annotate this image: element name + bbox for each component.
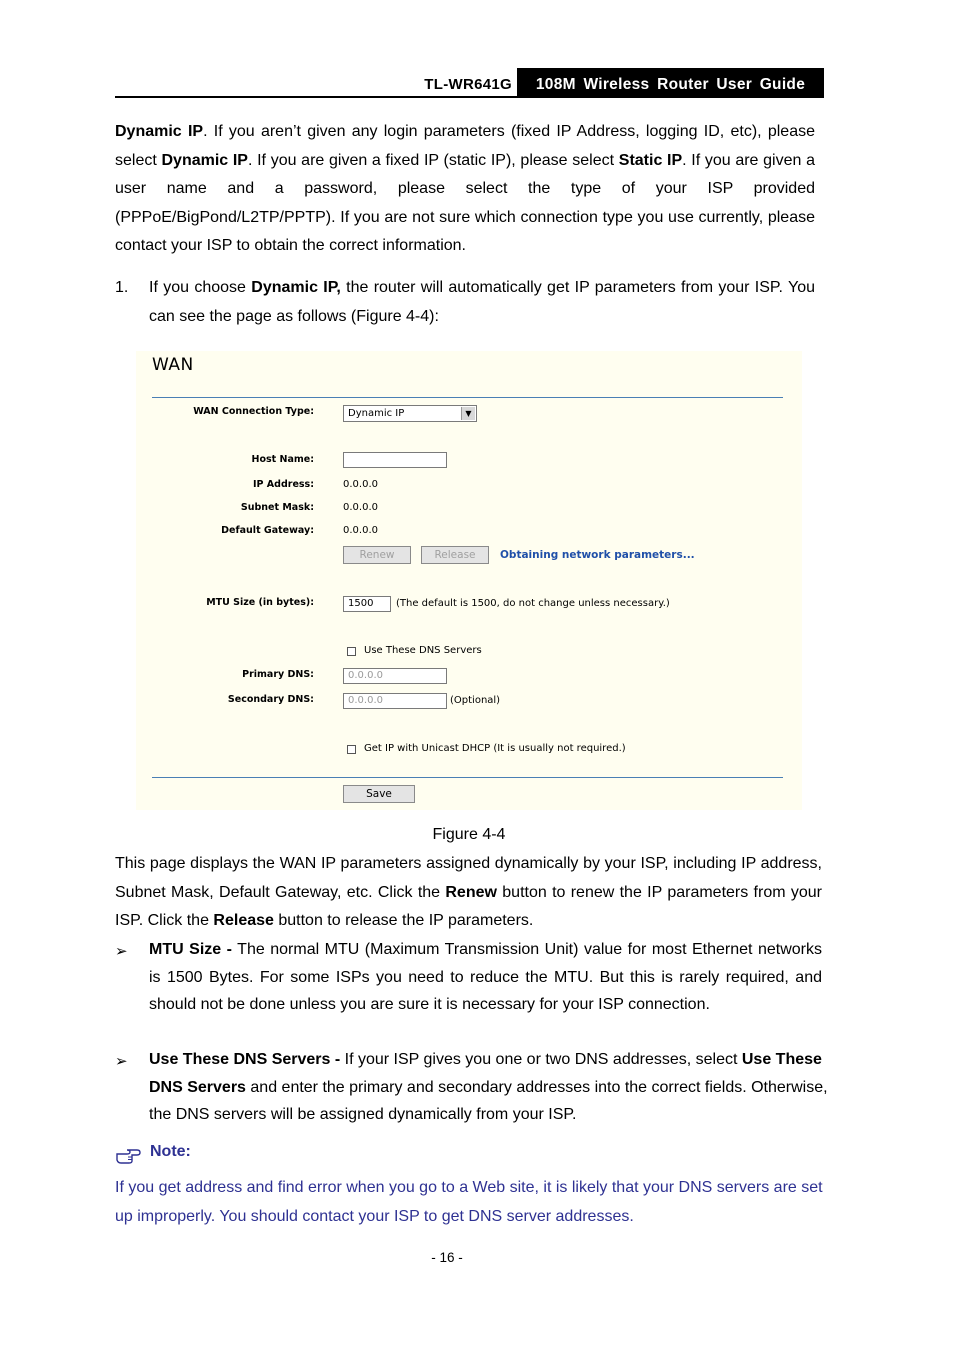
wan-settings-figure [136, 351, 802, 810]
bottom-divider [152, 777, 783, 778]
renew-button[interactable]: Renew [343, 546, 411, 564]
connection-type-label: WAN Connection Type: [193, 406, 314, 417]
arrow-bullet-icon: ➢ [115, 1053, 128, 1070]
pointing-hand-icon [116, 1145, 142, 1165]
mtu-size-label: MTU Size (in bytes): [206, 597, 314, 608]
description-text: button to renew the IP parameters from your ISP. Click the [115, 883, 822, 930]
mtu-hint: (The default is 1500, do not change unless necessary.) [396, 598, 670, 609]
header-guide-title: 108M Wireless Router User Guide [517, 68, 824, 98]
bullet-text: and enter the primary and secondary addresses into the correct fields. Otherwise, the DNS servers will be assigned dynamically from your ISP. [149, 1078, 828, 1123]
intro-bold-dynamic-ip-2: Dynamic IP [161, 151, 248, 169]
step-text: If you choose [149, 279, 252, 296]
bullet-dns [149, 1046, 828, 1129]
description-bold-release: Release [213, 912, 274, 930]
description-text: button to release the IP parameters. [273, 912, 534, 930]
connection-type-select[interactable] [343, 405, 477, 422]
primary-dns-input[interactable]: 0.0.0.0 [343, 668, 447, 684]
secondary-dns-label: Secondary DNS: [227, 694, 314, 705]
description-text: This page displays the WAN IP parameters assigned dynamically by your ISP, including IP address, Subnet Mask, Default Gateway, etc. Click the [115, 855, 822, 901]
step-paragraph [149, 274, 815, 331]
secondary-dns-input[interactable]: 0.0.0.0 [343, 693, 447, 709]
host-name-input[interactable] [343, 452, 447, 468]
header-rule [115, 96, 824, 98]
use-dns-checkbox[interactable] [347, 647, 356, 656]
default-gateway-value: 0.0.0.0 [343, 525, 378, 536]
ip-address-label: IP Address: [253, 479, 314, 490]
host-name-label: Host Name: [251, 454, 314, 465]
header-model: TL-WR641G [424, 76, 512, 93]
step-text: the router will automatically get IP parameters from your ISP. You can see the page as follows (Figure 4-4): [149, 279, 816, 325]
bullet-text: The normal MTU (Maximum Transmission Unit) value for most Ethernet networks is 1500 Bytes. For some ISPs you need to reduce the MTU. But this is rarely required, and should not be done unless you are sure it is necessary for your ISP connection. [149, 941, 822, 1013]
note-body: If you get address and find error when you go to a Web site, it is likely that your DNS servers are set up improperly. You should contact your ISP to get DNS server addresses. [115, 1179, 823, 1225]
step-bold: Dynamic IP, [251, 279, 341, 296]
chevron-down-icon[interactable]: ▼ [461, 407, 475, 420]
intro-bold-dynamic-ip: Dynamic IP [115, 123, 204, 140]
mtu-size-input[interactable]: 1500 [343, 596, 391, 612]
primary-dns-label: Primary DNS: [242, 669, 314, 680]
intro-text: . If you are given a user name and a password, please select the type of your ISP provided (PPPoE/BigPond/L2TP/PPTP). If you are not sure which connection type you use currently, please contact your ISP to obtain the correct information. [115, 151, 815, 255]
use-dns-label: Use These DNS Servers [364, 645, 482, 656]
unicast-dhcp-checkbox[interactable] [347, 745, 356, 754]
description-paragraph [115, 850, 822, 936]
default-gateway-label: Default Gateway: [221, 525, 314, 536]
subnet-mask-label: Subnet Mask: [240, 502, 314, 513]
subnet-mask-value: 0.0.0.0 [343, 502, 378, 513]
note-label: Note: [150, 1143, 191, 1160]
intro-bold-static-ip: Static IP [618, 151, 683, 169]
save-button[interactable]: Save [343, 785, 415, 803]
intro-text: . If you are given a fixed IP (static IP), please select [247, 151, 619, 169]
intro-paragraph [115, 118, 815, 261]
arrow-bullet-icon: ➢ [115, 943, 128, 960]
figure-caption: Figure 4-4 [432, 826, 506, 843]
wan-title: WAN [152, 355, 194, 375]
intro-text: . If you aren’t given any login parameters (fixed IP Address, logging ID, etc), please select [115, 123, 815, 169]
connection-type-value: Dynamic IP [348, 408, 405, 419]
bullet-mtu [149, 936, 822, 1019]
status-message: Obtaining network parameters... [500, 549, 695, 561]
release-button[interactable]: Release [421, 546, 489, 564]
bullet-bold: Use These DNS Servers [149, 1051, 822, 1096]
description-bold-renew: Renew [445, 883, 497, 901]
ip-address-value: 0.0.0.0 [343, 479, 378, 490]
bullet-bold: Use These DNS Servers - [149, 1051, 341, 1068]
optional-label: (Optional) [450, 695, 501, 706]
page-number: - 16 - [431, 1250, 463, 1265]
top-divider [152, 397, 783, 398]
bullet-text: If your ISP gives you one or two DNS addresses, select [340, 1051, 742, 1068]
bullet-bold: MTU Size - [149, 941, 232, 958]
step-number: 1. [115, 279, 129, 296]
unicast-dhcp-label: Get IP with Unicast DHCP (It is usually not required.) [364, 743, 626, 754]
